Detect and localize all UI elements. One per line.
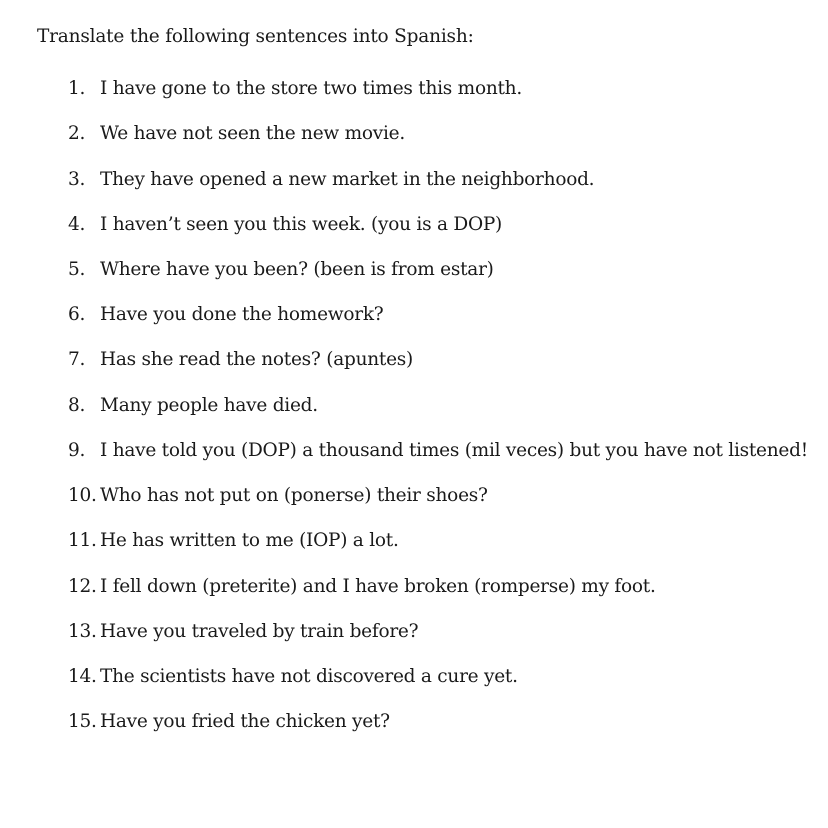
list-item <box>68 621 418 645</box>
list-item <box>68 485 488 509</box>
list-item <box>68 304 383 328</box>
item-number: 9. <box>68 440 86 461</box>
list-item <box>68 123 405 147</box>
item-number: 3. <box>68 169 86 190</box>
item-text: Has she read the notes? (apuntes) <box>100 349 413 370</box>
item-text: Who has not put on (ponerse) their shoes? <box>100 485 488 506</box>
item-number: 5. <box>68 259 86 280</box>
list-item <box>68 259 494 283</box>
item-number: 10. <box>68 485 97 506</box>
item-number: 7. <box>68 349 86 370</box>
item-text: Many people have died. <box>100 395 318 416</box>
item-text: The scientists have not discovered a cure yet. <box>100 666 518 687</box>
list-item <box>68 576 656 600</box>
list-item <box>68 440 808 464</box>
list-item <box>68 666 518 690</box>
item-number: 6. <box>68 304 86 325</box>
list-item <box>68 214 502 238</box>
item-text: They have opened a new market in the neighborhood. <box>100 169 595 190</box>
item-number: 14. <box>68 666 97 687</box>
item-text: Where have you been? (been is from estar) <box>100 259 494 280</box>
list-item <box>68 169 594 193</box>
item-number: 15. <box>68 711 97 732</box>
item-number: 13. <box>68 621 97 642</box>
item-text: Have you done the homework? <box>100 304 384 325</box>
item-number: 4. <box>68 214 86 235</box>
item-text: Have you traveled by train before? <box>100 621 419 642</box>
list-item <box>68 78 522 102</box>
item-number: 2. <box>68 123 86 144</box>
item-number: 11. <box>68 530 97 551</box>
instruction-heading: Translate the following sentences into Spanish: <box>37 26 474 47</box>
item-text: I have told you (DOP) a thousand times (mil veces) but you have not listened! <box>100 440 808 461</box>
list-item <box>68 530 399 554</box>
item-text: He has written to me (IOP) a lot. <box>100 530 399 551</box>
item-number: 12. <box>68 576 97 597</box>
item-text: I haven’t seen you this week. (you is a DOP) <box>100 214 503 235</box>
item-number: 1. <box>68 78 86 99</box>
item-text: I fell down (preterite) and I have broken (romperse) my foot. <box>100 576 656 597</box>
list-item <box>68 349 413 373</box>
list-item <box>68 711 390 735</box>
list-item <box>68 395 318 419</box>
item-text: Have you fried the chicken yet? <box>100 711 390 732</box>
item-text: We have not seen the new movie. <box>100 123 405 144</box>
item-number: 8. <box>68 395 86 416</box>
item-text: I have gone to the store two times this month. <box>100 78 522 99</box>
